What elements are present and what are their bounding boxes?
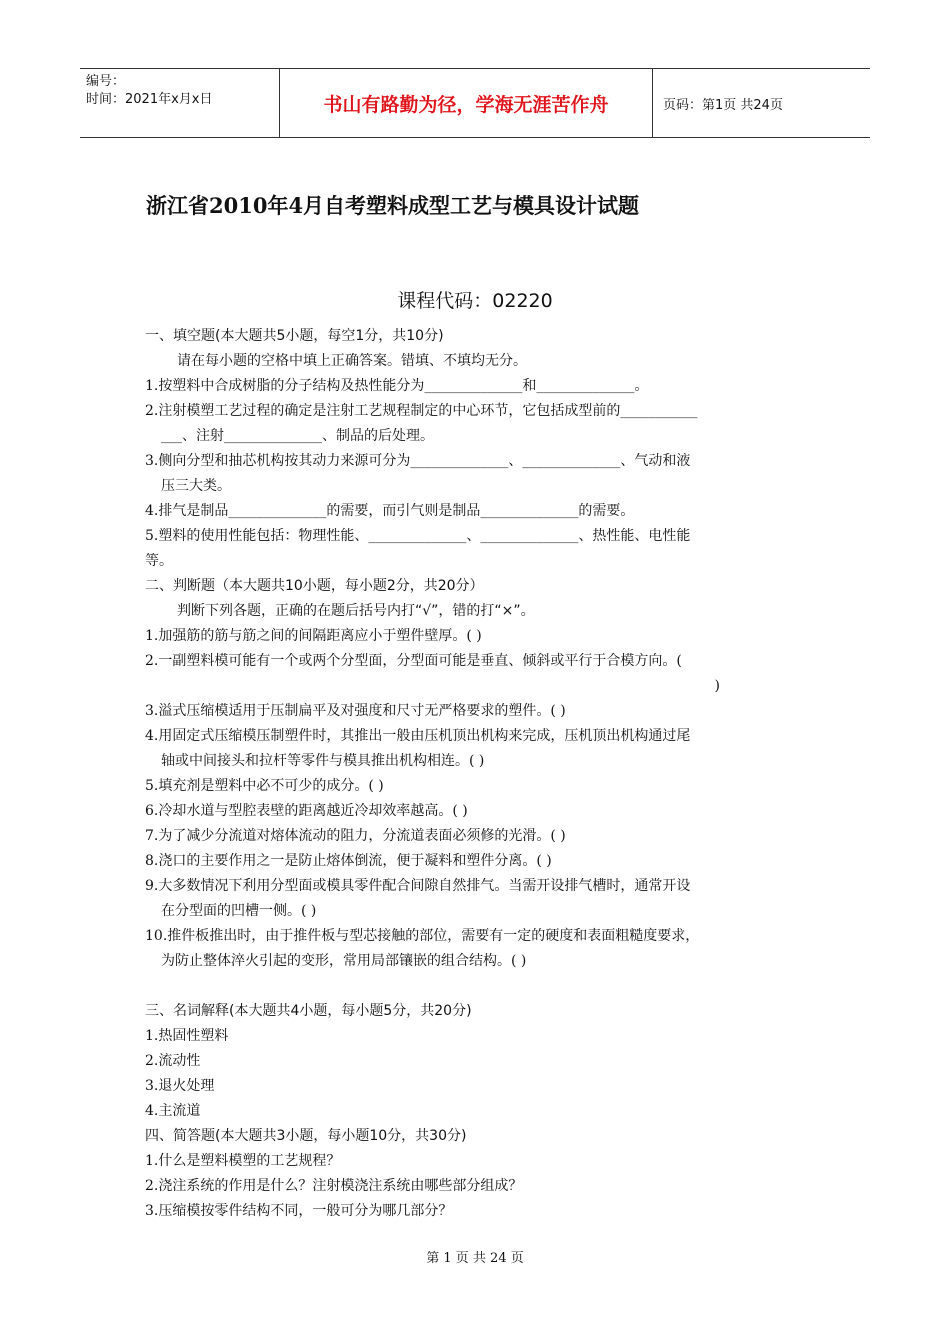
question-line: ___、注射______________、制品的后处理。 [161,428,434,444]
question-line: 1.加强筋的筋与筋之间的间隔距离应小于塑件壁厚。( ) [145,628,482,644]
question-line: 5.塑料的使用性能包括：物理性能、______________、______________、热性能、电性能 [145,528,691,544]
question-line: ) [714,678,720,694]
question-line: 2.一副塑料模可能有一个或两个分型面，分型面可能是垂直、倾斜或平行于合模方向。( [145,653,682,669]
document-title: 浙江省2010年4月自考塑料成型工艺与模具设计试题 [146,193,640,218]
question-line: 3.侧向分型和抽芯机构按其动力来源可分为______________、______________、气动和液 [145,453,691,469]
section-heading: 三、名词解释(本大题共4小题，每小题5分，共20分) [145,1003,472,1019]
question-line: 4.排气是制品______________的需要，而引气则是制品______________的需要。 [145,503,635,519]
header-page-info: 页码：第1页 共24页 [663,97,783,113]
section-instruction: 判断下列各题，正确的在题后括号内打“√”，错的打“×”。 [177,603,535,619]
question-line: 压三大类。 [161,478,231,494]
question-line: 8.浇口的主要作用之一是防止熔体倒流，便于凝料和塑件分离。( ) [145,853,552,869]
section-heading: 二、判断题（本大题共10小题，每小题2分，共20分） [145,578,484,594]
question-line: 6.冷却水道与型腔表壁的距离越近冷却效率越高。( ) [145,803,468,819]
question-line: 5.填充剂是塑料中必不可少的成分。( ) [145,778,384,794]
question-line: 9.大多数情况下利用分型面或模具零件配合间隙自然排气。当需开设排气槽时，通常开设 [145,878,691,894]
header-meta [80,69,280,137]
question-line: 2.流动性 [145,1053,201,1069]
section-instruction: 请在每小题的空格中填上正确答案。错填、不填均无分。 [177,353,527,369]
question-line: 1.热固性塑料 [145,1028,229,1044]
question-line: 3.溢式压缩模适用于压制扁平及对强度和尺寸无严格要求的塑件。( ) [145,703,566,719]
time-label: 时间：2021年x月x日 [86,92,213,107]
question-line: 4.主流道 [145,1103,201,1119]
question-line: 3.退火处理 [145,1078,215,1094]
question-line: 1.按塑料中合成树脂的分子结构及热性能分为______________和______________。 [145,378,649,394]
question-line: 7.为了减少分流道对熔体流动的阻力，分流道表面必须修的光滑。( ) [145,828,566,844]
question-line: 10.推件板推出时，由于推件板与型芯接触的部位，需要有一定的硬度和表面粗糙度要求， [145,928,700,944]
blank-line [145,974,810,999]
number-label: 编号： [86,74,126,89]
header-motto: 书山有路勤为径，学海无涯苦作舟 [280,69,653,137]
question-line: 1.什么是塑料模塑的工艺规程？ [145,1153,341,1169]
section-heading: 一、填空题(本大题共5小题，每空1分，共10分) [145,328,444,344]
question-line: 3.压缩模按零件结构不同，一般可分为哪几部分？ [145,1203,453,1219]
question-line: 2.浇注系统的作用是什么？注射模浇注系统由哪些部分组成？ [145,1178,523,1194]
question-line: 2.注射模塑工艺过程的确定是注射工艺规程制定的中心环节，它包括成型前的___________ [145,403,698,419]
document-body [145,324,810,1224]
section-heading: 四、简答题(本大题共3小题，每小题10分，共30分) [145,1128,467,1144]
page-footer: 第 1 页 共 24 页 [426,1251,524,1266]
question-line: 轴或中间接头和拉杆等零件与模具推出机构相连。( ) [161,753,485,769]
page-header [80,68,870,138]
question-line: 在分型面的凹槽一侧。( ) [161,903,317,919]
question-line: 等。 [145,553,173,569]
question-line: 为防止整体淬火引起的变形，常用局部镶嵌的组合结构。( ) [161,953,527,969]
question-line: 4.用固定式压缩模压制塑件时，其推出一般由压机顶出机构来完成，压机顶出机构通过尾 [145,728,691,744]
course-code: 课程代码：02220 [397,290,553,312]
